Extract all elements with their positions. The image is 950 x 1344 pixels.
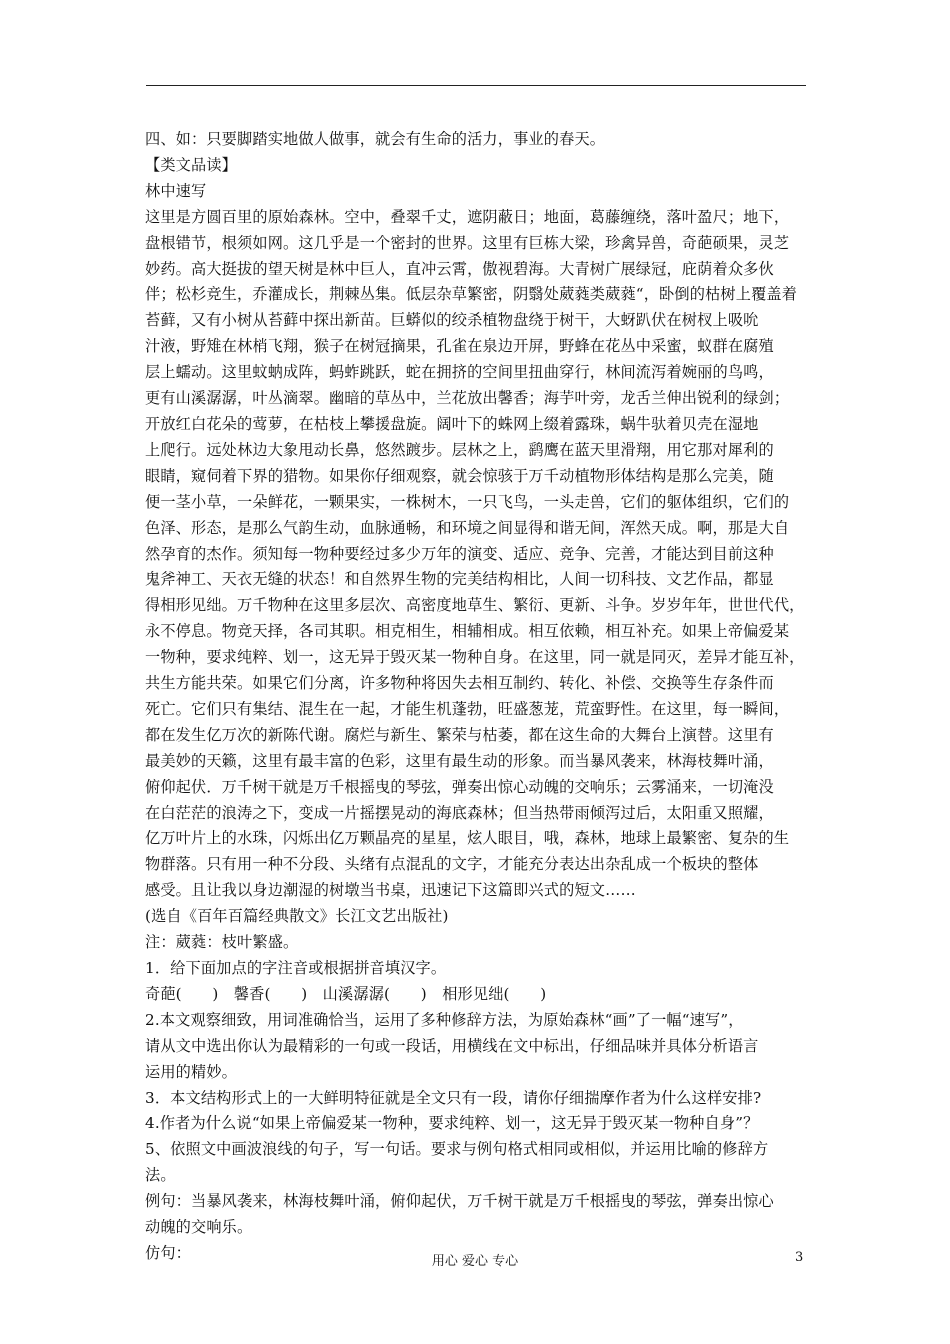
text-line: 例句：当暴风袭来，林海枝舞叶涌，俯仰起伏，万千树干就是万千根摇曳的琴弦，弹奏出惊心 — [145, 1192, 774, 1211]
text-line: 奇葩( ) 馨香( ) 山溪潺潺( ) 相形见绌( ) — [145, 984, 547, 1003]
text-line: 注：葳蕤：枝叶繁盛。 — [145, 933, 299, 952]
text-line: 运用的精妙。 — [145, 1062, 238, 1081]
text-line: 层上蠕动。这里蚊蚋成阵，蚂蚱跳跃，蛇在拥挤的空间里扭曲穿行，林间流泻着婉丽的鸟鸣， — [145, 363, 774, 382]
text-line: 3．本文结构形式上的一大鲜明特征就是全文只有一段，请你仔细揣摩作者为什么这样安排? — [145, 1088, 762, 1107]
text-line: 盘根错节，根须如网。这几乎是一个密封的世界。这里有巨栋大梁，珍禽异兽，奇葩硕果，灵芝 — [145, 233, 790, 252]
text-line: 在白茫茫的浪涛之下，变成一片摇摆晃动的海底森林；但当热带雨倾泻过后，太阳重又照耀， — [145, 803, 774, 822]
text-line: 眼睛，窥伺着下界的猎物。如果你仔细观察，就会惊骇于万千动植物形体结构是那么完美，随 — [145, 466, 774, 485]
text-line: 然孕育的杰作。须知每一物种要经过多少万年的演变、适应、竞争、完善，才能达到目前这种 — [145, 544, 774, 563]
text-line: 4.作者为什么说“如果上帝偏爱某一物种，要求纯粹、划一，这无异于毁灭某一物种自身”？ — [145, 1114, 759, 1133]
text-line: 5、依照文中画波浪线的句子，写一句话。要求与例句格式相同或相似，并运用比喻的修辞方 — [145, 1140, 769, 1159]
text-line: 2.本文观察细致，用词准确恰当，运用了多种修辞方法，为原始森林“画”了一幅“速写”， — [145, 1010, 744, 1029]
text-line: 法。 — [145, 1166, 176, 1185]
text-line: 苔藓，又有小树从苔藓中探出新苗。巨蟒似的绞杀植物盘绕于树干，大蚜趴伏在树杈上吸吮 — [145, 311, 759, 330]
text-line: 仿句： — [145, 1243, 192, 1262]
text-line: 上爬行。远处林边大象甩动长鼻，悠然踱步。层林之上，鹞鹰在蓝天里滑翔，用它那对犀利的 — [145, 440, 774, 459]
document-body — [145, 127, 815, 1267]
text-line: 四、如：只要脚踏实地做人做事，就会有生命的活力，事业的春天。 — [145, 130, 606, 148]
text-line: 动魄的交响乐。 — [145, 1218, 253, 1237]
text-line: 这里是方圆百里的原始森林。空中，叠翠千丈，遮阴蔽日；地面，葛藤缠绕，落叶盈尺；地下， — [145, 207, 790, 226]
text-line: 最美妙的天籁，这里有最丰富的色彩，这里有最生动的形象。而当暴风袭来，林海枝舞叶涌， — [145, 751, 774, 770]
text-line: 伴；松杉竞生，乔灌成长，荆棘丛集。低层杂草繁密，阴翳处葳蕤类葳蕤“，卧倒的枯树上覆盖着 — [145, 285, 798, 304]
text-line: 俯仰起伏．万千树干就是万千根摇曳的琴弦，弹奏出惊心动魄的交响乐；云雾涌来，一切淹没 — [145, 777, 774, 796]
text-line: 都在发生亿万次的新陈代谢。腐烂与新生、繁荣与枯萎，都在这生命的大舞台上演替。这里有 — [145, 725, 774, 744]
header-rule — [146, 85, 806, 86]
text-line: 得相形见绌。万千物种在这里多层次、高密度地草生、繁衍、更新、斗争。岁岁年年，世世代代， — [145, 596, 805, 615]
text-line: (选自《百年百篇经典散文》长江文艺出版社) — [145, 907, 449, 926]
text-line: 亿万叶片上的水珠，闪烁出亿万颗晶亮的星星，炫人眼目，哦，森林，地球上最繁密、复杂的生 — [145, 829, 790, 848]
text-line: 鬼斧神工、天衣无缝的状态！和自然界生物的完美结构相比，人间一切科技、文艺作品，都显 — [145, 570, 774, 589]
text-line: 妙药。高大挺拔的望天树是林中巨人，直冲云霄，傲视碧海。大青树广展绿冠，庇荫着众多伙 — [145, 259, 774, 278]
text-line: 便一茎小草，一朵鲜花，一颗果实，一株树木，一只飞鸟，一头走兽，它们的躯体组织，它们的 — [145, 492, 790, 511]
text-line: 死亡。它们只有集结、混生在一起，才能生机蓬勃，旺盛葱茏，荒蛮野性。在这里，每一瞬间， — [145, 699, 790, 718]
text-line: 1．给下面加点的字注音或根据拼音填汉字。 — [145, 959, 447, 977]
text-line: 开放红白花朵的莺萝，在枯枝上攀援盘旋。阔叶下的蛛网上缀着露珠，蜗牛驮着贝壳在湿地 — [145, 414, 759, 433]
text-line: 更有山溪潺潺，叶丛滴翠。幽暗的草丛中，兰花放出馨香；海芋叶旁，龙舌兰伸出锐利的绿剑； — [145, 389, 790, 408]
text-line: 永不停息。物竞天择，各司其职。相克相生，相辅相成。相互依赖，相互补充。如果上帝偏爱某 — [145, 622, 790, 641]
page-number: 3 — [795, 1250, 804, 1265]
text-line: 一物种，要求纯粹、划一，这无异于毁灭某一物种自身。在这里，同一就是同灭，差异才能互补， — [145, 648, 805, 667]
text-line: 物群落。只有用一种不分段、头绪有点混乱的文字，才能充分表达出杂乱成一个板块的整体 — [145, 855, 759, 874]
footer-motto: 用心 爱心 专心 — [431, 1254, 519, 1269]
text-line: 色泽、形态，是那么气韵生动，血脉通畅，和环境之间显得和谐无间，浑然天成。啊，那是大自 — [145, 518, 790, 537]
text-line: 【类文品读】 — [145, 155, 238, 174]
text-line: 共生方能共荣。如果它们分离，许多物种将因失去相互制约、转化、补偿、交换等生存条件而 — [145, 674, 774, 693]
text-line: 汁液，野雉在林梢飞翔，猴子在树冠摘果，孔雀在泉边开屏，野蜂在花丛中采蜜，蚁群在腐殖 — [145, 337, 774, 356]
text-line: 林中速写 — [145, 181, 207, 200]
text-line: 请从文中选出你认为最精彩的一句或一段话，用横线在文中标出，仔细品味并具体分析语言 — [145, 1036, 759, 1055]
text-line: 感受。且让我以身边潮湿的树墩当书桌，迅速记下这篇即兴式的短文…… — [145, 881, 636, 900]
